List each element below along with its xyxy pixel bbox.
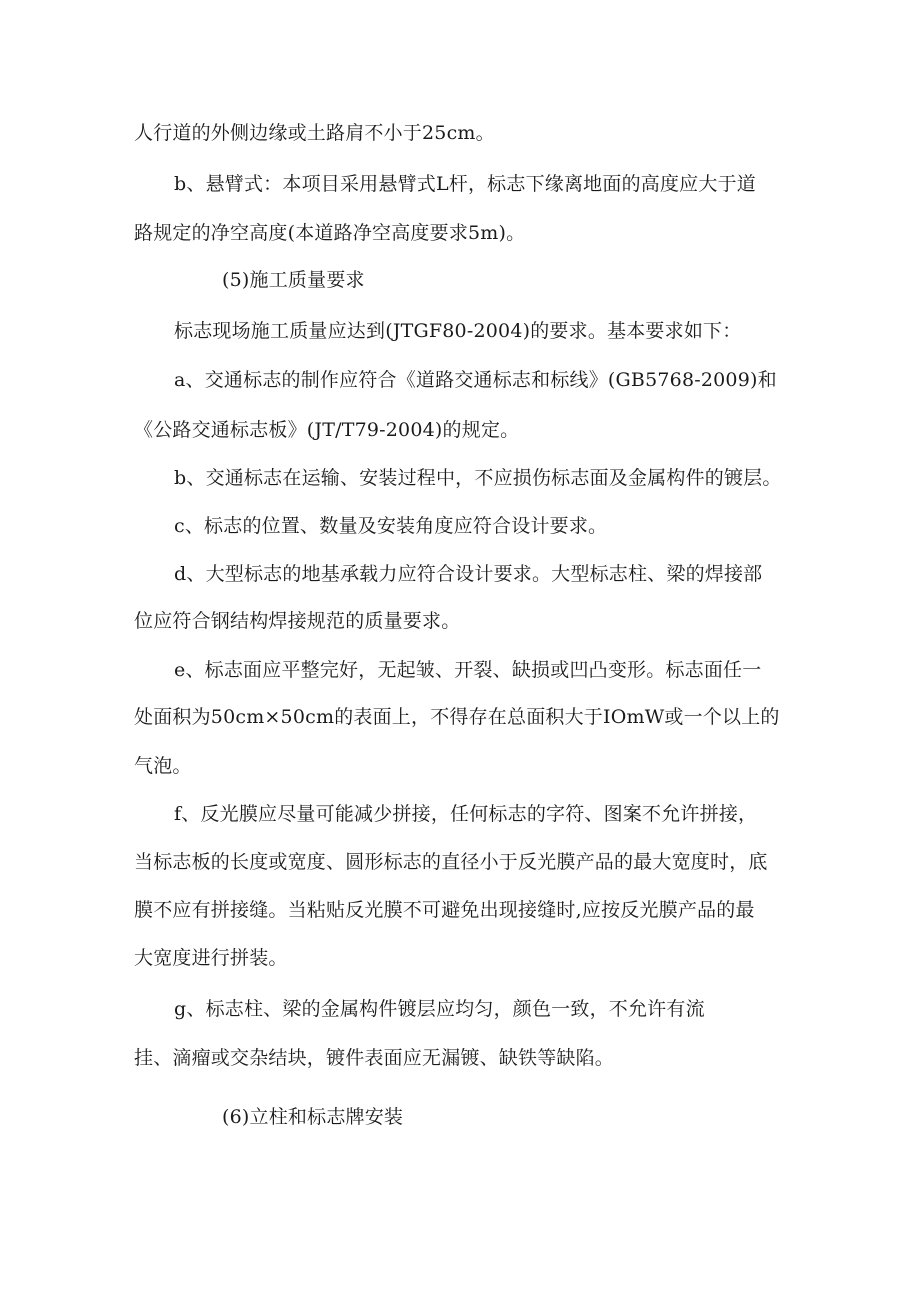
text-line-5: 标志现场施工质量应达到(JTGF80-2004)的要求。基本要求如下： — [174, 320, 742, 342]
text-line-8: b、交通标志在运输、安装过程中，不应损伤标志面及金属构件的镀层。 — [174, 467, 782, 489]
text-line-2: b、悬臂式：本项目采用悬臂式L杆，标志下缘离地面的高度应大于道 — [174, 173, 756, 195]
text-line-9: c、标志的位置、数量及安装角度应符合设计要求。 — [174, 515, 608, 537]
text-line-7: 《公路交通标志板》(JT/T79-2004)的规定。 — [134, 419, 520, 441]
text-line-6: a、交通标志的制作应符合《道路交通标志和标线》(GB5768-2009)和 — [174, 369, 777, 391]
text-line-15: f、反光膜应尽量可能减少拼接，任何标志的字符、图案不允许拼接， — [174, 803, 758, 825]
text-line-19: g、标志柱、梁的金属构件镀层应均匀，颜色一致，不允许有流 — [174, 998, 705, 1020]
text-line-14: 气泡。 — [134, 755, 192, 777]
section-heading-6: (6)立柱和标志牌安装 — [222, 1106, 404, 1128]
section-heading-5: (5)施工质量要求 — [222, 269, 365, 291]
text-line-3: 路规定的净空高度(本道路净空高度要求5m)。 — [134, 222, 526, 244]
text-line-11: 位应符合钢结构焊接规范的质量要求。 — [134, 610, 461, 632]
text-line-10: d、大型标志的地基承载力应符合设计要求。大型标志柱、梁的焊接部 — [174, 563, 763, 585]
text-line-16: 当标志板的长度或宽度、圆形标志的直径小于反光膜产品的最大宽度时，底 — [134, 851, 768, 873]
text-line-1: 人行道的外侧边缘或土路肩不小于25cm。 — [134, 122, 495, 144]
text-line-12: e、标志面应平整完好，无起皱、开裂、缺损或凹凸变形。标志面任一 — [174, 659, 762, 681]
text-line-18: 大宽度进行拼装。 — [134, 947, 288, 969]
text-line-20: 挂、滴瘤或交杂结块，镀件表面应无漏镀、缺铁等缺陷。 — [134, 1047, 615, 1069]
text-line-17: 膜不应有拼接缝。当粘贴反光膜不可避免出现接缝时,应按反光膜产品的最 — [134, 899, 755, 921]
text-line-13: 处面积为50cm×50cm的表面上，不得存在总面积大于IOmW或一个以上的 — [134, 706, 780, 728]
